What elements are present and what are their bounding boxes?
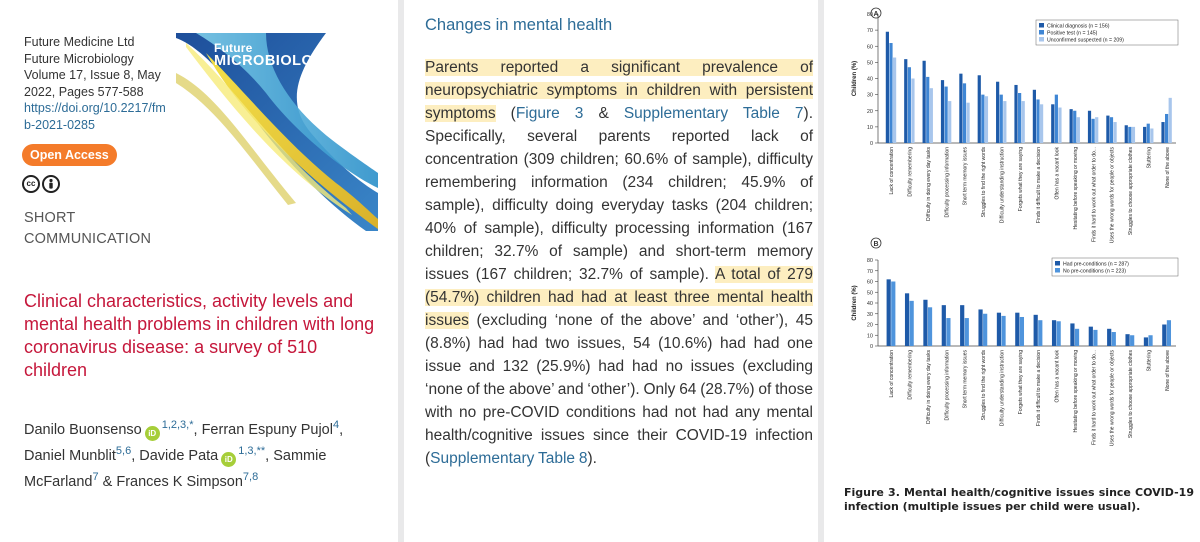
- bar: [1167, 320, 1171, 346]
- section-heading: Changes in mental health: [425, 16, 613, 34]
- y-tick-label: 20: [866, 108, 873, 115]
- category-label: Short term memory issues: [962, 350, 969, 409]
- bar: [942, 305, 946, 346]
- article-type-line2: COMMUNICATION: [24, 231, 152, 247]
- author-affiliation[interactable]: 4: [332, 419, 340, 431]
- text-segment: ). Specifically, several parents reported lack of concentration (309 children; 60.6% of sample), difficulty remembering information (234 children; 45.9% of sample), difficulty doing everyday tasks (204 children; 40% of sample), difficulty processing information (167 children; 32.7% of sample) and short-term memory issues (167 children; 32.7% of sample).: [425, 105, 814, 283]
- journal-meta: [24, 34, 166, 133]
- category-label: Difficulty understanding instruction: [999, 147, 1006, 224]
- author-affiliation[interactable]: 7,8: [242, 470, 259, 483]
- author-name[interactable]: Ferran Espuny Pujol: [201, 421, 333, 438]
- bar: [908, 67, 911, 143]
- license-icons[interactable]: [22, 175, 60, 193]
- orcid-icon[interactable]: iD: [221, 452, 236, 467]
- bar: [910, 301, 914, 346]
- supplementary-table-7-link[interactable]: Supplementary Table 7: [623, 105, 804, 122]
- bar: [930, 88, 933, 143]
- legend-label: Unconfirmed suspected (n = 209): [1047, 37, 1124, 44]
- author-affiliation[interactable]: 5,6: [115, 444, 132, 457]
- bar: [1150, 128, 1153, 143]
- cover-brand-big: MICROBIOLOGY: [214, 53, 336, 69]
- author-affiliation[interactable]: 7: [92, 470, 99, 483]
- bar: [1132, 127, 1135, 143]
- bar: [1033, 90, 1036, 143]
- category-label: Forgets what they are saying: [1017, 147, 1024, 212]
- bar: [1001, 316, 1005, 346]
- category-label: Difficulty remembering: [907, 147, 914, 197]
- journal-cover-image[interactable]: [176, 33, 378, 231]
- bar: [1112, 332, 1116, 346]
- open-access-badge[interactable]: Open Access: [22, 144, 117, 166]
- bar: [978, 309, 982, 346]
- bar: [981, 95, 984, 143]
- bar: [978, 75, 981, 143]
- bar: [1038, 320, 1042, 346]
- bar: [1130, 335, 1134, 346]
- bar: [1128, 127, 1131, 143]
- legend-swatch: [1039, 37, 1044, 42]
- bar: [1169, 98, 1172, 143]
- year-pages: 2022, Pages 577-588: [24, 84, 144, 99]
- author-name[interactable]: Daniel Munblit: [24, 447, 116, 464]
- bar: [904, 59, 907, 143]
- bar: [996, 82, 999, 143]
- y-tick-label: 80: [866, 258, 873, 264]
- figure-panel: [824, 0, 1200, 542]
- bar: [1089, 327, 1093, 346]
- bar: [923, 61, 926, 143]
- bar: [1093, 330, 1097, 346]
- bar: [1144, 337, 1148, 346]
- bar: [1077, 117, 1080, 143]
- y-tick-label: 50: [866, 290, 873, 297]
- bar: [1147, 124, 1150, 143]
- category-label: Struggles to find the right words: [981, 147, 988, 218]
- highlight-2[interactable]: A total of 279 (54.7%) children had had at least three mental health issues: [425, 266, 813, 329]
- legend-swatch: [1039, 30, 1044, 35]
- y-tick-label: 10: [866, 124, 873, 131]
- y-tick-label: 30: [866, 311, 873, 318]
- text-segment: (excluding ‘none of the above’ and ‘other’), 45 (8.8%) had had two issues, 54 (10.6%) had had one issue and 132 (25.9%) had had no issues (excluding ‘none of the above’ and ‘other’). Only 64 (28.7%) of those with no pre-COVID conditions had not had any mental health/cognitive issues since their COVID-19 infection (: [425, 312, 813, 467]
- bar: [1113, 122, 1116, 143]
- category-label: Struggles to choose appropriate clothes: [1128, 350, 1135, 439]
- bar: [1106, 116, 1109, 143]
- y-tick-label: 60: [866, 279, 873, 286]
- category-label: Difficulty understanding instruction: [999, 350, 1006, 427]
- category-label: Difficulty processing information: [944, 147, 951, 218]
- y-tick-label: 0: [869, 344, 873, 350]
- y-tick-label: 20: [866, 322, 873, 329]
- body-paragraph: [425, 56, 813, 470]
- bar: [1125, 125, 1128, 143]
- journal-name: Future Microbiology: [24, 51, 134, 66]
- bar: [1075, 329, 1079, 346]
- author-name[interactable]: Danilo Buonsenso: [24, 421, 142, 438]
- y-tick-label: 10: [866, 333, 873, 340]
- bar: [1040, 104, 1043, 143]
- category-label: Difficulty processing information: [944, 350, 951, 421]
- category-label: Struggles to find the right words: [981, 350, 988, 421]
- author-affiliation[interactable]: 1,2,3,*: [161, 419, 194, 431]
- bar: [960, 305, 964, 346]
- bar: [1000, 95, 1003, 143]
- category-label: Finds it difficult to make a decision: [1036, 147, 1043, 224]
- highlight-1[interactable]: Parents reported a significant prevalence of neuropsychiatric symptoms in children with persistent symptoms: [425, 59, 813, 122]
- bar: [1070, 323, 1074, 346]
- bar: [1003, 101, 1006, 143]
- bar: [1148, 335, 1152, 346]
- category-label: Difficulty in doing every day tasks: [925, 350, 932, 424]
- bar: [997, 313, 1001, 346]
- doi-link-line2[interactable]: b-2021-0285: [24, 117, 95, 132]
- category-label: Struggles to choose appropriate clothes: [1128, 147, 1135, 236]
- category-label: Lack of concentration: [889, 350, 896, 398]
- section-panel: [404, 0, 818, 542]
- bar: [1107, 329, 1111, 346]
- attribution-icon[interactable]: [42, 175, 60, 193]
- legend-label: Had pre-conditions (n = 287): [1063, 261, 1129, 268]
- y-axis-label: Children (%): [852, 285, 858, 321]
- category-label: Difficulty in doing every day tasks: [925, 147, 932, 221]
- author-name[interactable]: Sammie McFarland: [24, 447, 327, 490]
- category-label: Short term memory issues: [962, 147, 969, 206]
- y-tick-label: 0: [869, 141, 873, 147]
- doi-link-line1[interactable]: https://doi.org/10.2217/fm: [24, 101, 166, 115]
- category-label: None of the above: [1164, 350, 1171, 391]
- bar: [1088, 111, 1091, 143]
- article-header-panel: [0, 0, 398, 542]
- category-label: Finds it hard to work out what order to do...: [1091, 350, 1098, 446]
- bar: [1020, 317, 1024, 346]
- figure-caption: Figure 3. Mental health/cognitive issues since COVID-19 infection (multiple issues per child were usual).: [844, 486, 1194, 513]
- figure-3-charts: [824, 0, 1200, 480]
- bar: [946, 318, 950, 346]
- bar: [1161, 122, 1164, 143]
- supplementary-table-8-link[interactable]: Supplementary Table 8: [430, 450, 588, 467]
- bar: [886, 32, 889, 143]
- figure-3-link[interactable]: Figure 3: [515, 105, 584, 122]
- y-tick-label: 40: [866, 76, 873, 83]
- bar: [1058, 108, 1061, 143]
- legend-label: Positive test (n = 145): [1047, 30, 1098, 37]
- bar: [1165, 114, 1168, 143]
- bar: [959, 74, 962, 143]
- bar: [1034, 315, 1038, 346]
- y-tick-label: 40: [866, 301, 873, 307]
- y-tick-label: 30: [866, 92, 873, 99]
- bar: [1057, 321, 1061, 346]
- category-label: Stuttering: [1146, 350, 1153, 372]
- category-label: Often has a vacant look: [1054, 350, 1061, 403]
- cc-icon[interactable]: cc: [22, 175, 40, 193]
- author-name[interactable]: Davide Pata: [139, 447, 219, 464]
- bar: [893, 58, 896, 143]
- bar: [889, 43, 892, 143]
- bar: [1162, 325, 1166, 347]
- orcid-icon[interactable]: iD: [145, 426, 160, 441]
- article-type: [24, 208, 151, 250]
- y-tick-label: 50: [866, 60, 873, 67]
- author-list: Danilo Buonsenso $iD^{1,2,3,*}$, Ferran Espuny Pujol$^4$, Daniel Munblit$^{5,6}$, Davide Pata $iD^{1,3,**}$, Sammie McFarland$^7$ & Frances K Simpson$^{7,8}$: [24, 419, 344, 490]
- category-label: Often has a vacant look: [1054, 147, 1061, 200]
- bar: [905, 293, 909, 346]
- bar: [926, 77, 929, 143]
- text-segment: &: [583, 105, 624, 122]
- y-axis-label: Children (%): [852, 60, 858, 97]
- cover-brand-small: Future: [214, 41, 253, 55]
- article-title: Clinical characteristics, activity levels and mental health problems in children with long coronavirus disease: a survey of 510 children: [24, 291, 375, 380]
- text-segment: ).: [587, 450, 597, 467]
- text-segment: (: [495, 105, 516, 122]
- bar: [1022, 101, 1025, 143]
- y-tick-label: 80: [866, 12, 873, 18]
- category-label: Hesitating before speaking or moving: [1072, 350, 1079, 433]
- category-label: Stuttering: [1146, 147, 1153, 169]
- category-label: Finds it hard to work out what order to do...: [1091, 147, 1098, 243]
- bar: [1055, 95, 1058, 143]
- legend-label: Clinical diagnosis (n = 156): [1047, 23, 1110, 30]
- panel-label: A: [873, 11, 879, 18]
- legend-swatch: [1039, 23, 1044, 28]
- article-type-line1: SHORT: [24, 210, 76, 226]
- category-label: Uses the wrong words for people or objects: [1109, 147, 1116, 244]
- bar: [1015, 313, 1019, 346]
- bar: [985, 96, 988, 143]
- category-label: Uses the wrong words for people or objects: [1109, 350, 1116, 447]
- bar: [1125, 334, 1129, 346]
- bar: [945, 87, 948, 143]
- bar: [891, 282, 895, 347]
- category-label: Lack of concentration: [889, 147, 896, 195]
- bar: [1095, 117, 1098, 143]
- bar: [963, 83, 966, 143]
- y-tick-label: 60: [866, 44, 873, 51]
- category-label: Hesitating before speaking or moving: [1072, 147, 1079, 230]
- bar: [983, 314, 987, 346]
- legend-swatch: [1055, 261, 1060, 266]
- category-label: None of the above: [1164, 147, 1171, 188]
- bar: [928, 307, 932, 346]
- y-tick-label: 70: [866, 28, 873, 35]
- bar: [887, 279, 891, 346]
- bar: [1052, 320, 1056, 346]
- author-affiliation[interactable]: 1,3,**: [238, 444, 266, 457]
- bar: [966, 103, 969, 143]
- bar: [1143, 127, 1146, 143]
- publisher: Future Medicine Ltd: [24, 35, 135, 49]
- bar: [965, 318, 969, 346]
- bar: [923, 300, 927, 346]
- category-label: Forgets what they are saying: [1017, 350, 1024, 415]
- bar: [1070, 109, 1073, 143]
- legend-label: No pre-conditions (n = 223): [1063, 268, 1127, 275]
- bar: [1036, 99, 1039, 143]
- bar: [948, 101, 951, 143]
- bar: [1110, 117, 1113, 143]
- bar: [941, 80, 944, 143]
- bar: [1073, 111, 1076, 143]
- bar: [1018, 93, 1021, 143]
- legend-swatch: [1055, 268, 1060, 273]
- bar: [1092, 119, 1095, 143]
- author-name[interactable]: Frances K Simpson: [116, 473, 243, 490]
- category-label: Finds it difficult to make a decision: [1036, 350, 1043, 427]
- volume-line: Volume 17, Issue 8, May: [24, 68, 161, 82]
- bar: [911, 79, 914, 144]
- y-tick-label: 70: [866, 268, 873, 275]
- category-label: Difficulty remembering: [907, 350, 914, 400]
- bar: [1051, 104, 1054, 143]
- bar: [1014, 85, 1017, 143]
- panel-label: B: [873, 241, 879, 248]
